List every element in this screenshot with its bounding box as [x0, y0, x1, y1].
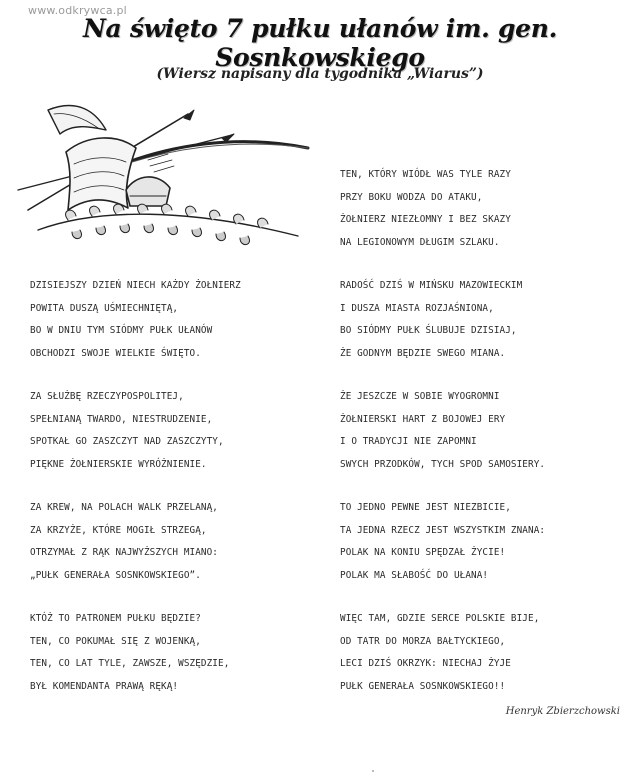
verse-line: TEN, CO POKUMAŁ SIĘ Z WOJENKĄ,	[30, 635, 201, 647]
stanza	[340, 608, 539, 698]
verse-line: PUŁK GENERAŁA SOSNKOWSKIEGO!!	[340, 680, 506, 692]
verse-line: SWYCH PRZODKÓW, TYCH SPOD SAMOSIERY.	[340, 458, 546, 470]
verse-line: DZISIEJSZY DZIEŃ NIECH KAŻDY ŻOŁNIERZ	[30, 280, 241, 291]
stanza	[30, 497, 218, 587]
verse-line: BYŁ KOMENDANTA PRAWĄ RĘKĄ!	[30, 680, 179, 692]
verse-line: ŻOŁNIERSKI HART Z BOJOWEJ ERY	[340, 413, 506, 425]
verse-line: OBCHODZI SWOJE WIELKIE ŚWIĘTO.	[30, 347, 201, 359]
verse-line: OD TATR DO MORZA BAŁTYCKIEGO,	[340, 635, 506, 647]
verse-line: ŻE GODNYM BĘDZIE SWEGO MIANA.	[340, 347, 506, 359]
stanza	[30, 608, 229, 698]
verse-line: OTRZYMAŁ Z RĄK NAJWYŻSZYCH MIANO:	[30, 547, 219, 559]
verse-line: LECI DZIŚ OKRZYK: NIECHAJ ŻYJE	[340, 658, 511, 670]
stanza	[340, 386, 545, 476]
poem-title: Na święto 7 pułku ułanów im. gen. Sosnkowskiego	[82, 14, 558, 72]
verse-line: BO SIÓDMY PUŁK ŚLUBUJE DZISIAJ,	[340, 325, 517, 337]
verse-line: PRZY BOKU WODZA DO ATAKU,	[340, 191, 483, 203]
verse-line: TA JEDNA RZECZ JEST WSZYSTKIM ZNANA:	[340, 524, 546, 536]
verse-line: POLAK MA SŁABOŚĆ DO UŁANA!	[340, 569, 489, 581]
verse-line: SPOTKAŁ GO ZASZCZYT NAD ZASZCZYTY,	[30, 436, 224, 448]
verse-line: ŻOŁNIERZ NIEZŁOMNY I BEZ SKAZY	[340, 214, 511, 226]
stanza	[340, 164, 511, 254]
poem-subtitle: (Wiersz napisany dla tygodnika „Wiarus”)	[156, 66, 484, 82]
author-signature: Henryk Zbierzchowski	[505, 706, 620, 717]
verse-line: POLAK NA KONIU SPĘDZAŁ ŻYCIE!	[340, 547, 506, 559]
verse-line: RADOŚĆ DZIŚ W MIŃSKU MAZOWIECKIM	[340, 280, 523, 291]
verse-line: I O TRADYCJI NIE ZAPOMNI	[340, 436, 477, 448]
verse-line: ZA SŁUŻBĘ RZECZYPOSPOLITEJ,	[30, 391, 184, 402]
verse-line: POWITA DUSZĄ UŚMIECHNIĘTĄ,	[30, 302, 179, 314]
stanza	[340, 497, 545, 587]
verse-line: TO JEDNO PEWNE JEST NIEZBICIE,	[340, 502, 511, 513]
verse-line: TEN, CO LAT TYLE, ZAWSZE, WSZĘDZIE,	[30, 658, 230, 670]
verse-line: SPEŁNIANĄ TWARDO, NIESTRUDZENIE,	[30, 413, 213, 425]
verse-line: NA LEGIONOWYM DŁUGIM SZLAKU.	[340, 236, 500, 248]
verse-line: ZA KREW, NA POLACH WALK PRZELANĄ,	[30, 502, 219, 513]
verse-line: ŻE JESZCZE W SOBIE WYOGROMNI	[340, 391, 500, 402]
verse-line: TEN, KTÓRY WIÓDŁ WAS TYLE RAZY	[340, 169, 511, 180]
stanza	[30, 275, 241, 365]
verse-line: I DUSZA MIASTA ROZJAŚNIONA,	[340, 302, 494, 314]
verse-line: WIĘC TAM, GDZIE SERCE POLSKIE BIJE,	[340, 613, 540, 624]
verse-line: ZA KRZYŻE, KTÓRE MOGIŁ STRZEGĄ,	[30, 524, 207, 536]
military-emblem-icon	[8, 90, 318, 246]
stanza	[30, 386, 224, 476]
verse-line: PIĘKNE ŻOŁNIERSKIE WYRÓŻNIENIE.	[30, 458, 207, 470]
watermark: www.odkrywca.pl	[28, 4, 127, 17]
verse-line: „PUŁK GENERAŁA SOSNKOWSKIEGO”.	[30, 569, 201, 581]
scan-speck	[372, 770, 374, 772]
stanza	[340, 275, 522, 365]
verse-line: KTÓŻ TO PATRONEM PUŁKU BĘDZIE?	[30, 613, 201, 624]
verse-line: BO W DNIU TYM SIÓDMY PUŁK UŁANÓW	[30, 325, 213, 337]
